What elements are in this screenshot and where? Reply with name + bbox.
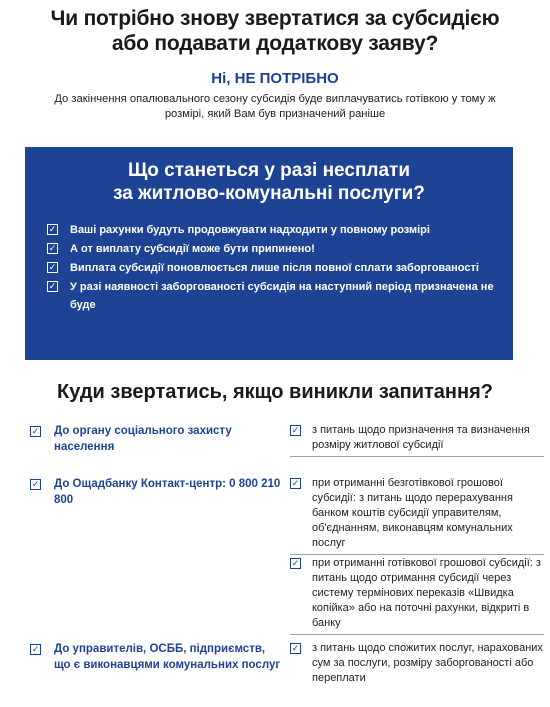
contact-topic-2 — [290, 476, 544, 555]
checkbox-check-icon — [290, 478, 301, 489]
answer-heading — [0, 70, 550, 87]
checkbox-check-icon — [290, 643, 301, 654]
contact-managers-text: До управителів, ОСББ, підприємств, що є виконавцями комунальних послуг — [54, 643, 281, 671]
checkbox-check-icon — [47, 224, 58, 235]
checkbox-check-icon — [30, 479, 41, 490]
contact-topic-3-text: при отриманні готівкової грошової субсидії: з питань щодо отримання субсидії через систему термінових переказів «Швидка копійка» або на поточні рахунки, відкриті в банку — [312, 557, 541, 629]
contact-topic-3 — [290, 556, 544, 635]
checkbox-check-icon — [47, 262, 58, 273]
nonpayment-item — [47, 259, 507, 277]
contact-social-protection — [30, 423, 284, 455]
nonpayment-title-line-1: Що станеться у разі несплати — [127, 160, 411, 181]
nonpayment-item-text: У разі наявності заборгованості субсидія на наступний період призначена не буде — [70, 281, 494, 311]
answer-text — [28, 92, 522, 122]
nonpayment-box — [25, 147, 513, 360]
contacts-title: Куди звертатись, якщо виникли запитання? — [57, 381, 493, 403]
nonpayment-item-text: Ваші рахунки будуть продовжувати надходити у повному розмірі — [70, 224, 430, 236]
contact-topic-2-text: при отриманні безготівкової грошової субсидії: з питань щодо перерахування банком коштів субсидії управителям, об'єднанням, виконавцям комунальних послуг — [312, 477, 513, 549]
contact-topic-1-text: з питань щодо призначення та визначення розміру житлової субсидії — [312, 424, 530, 451]
checkbox-check-icon — [30, 426, 41, 437]
checkbox-check-icon — [47, 281, 58, 292]
nonpayment-list — [47, 221, 507, 315]
title-line-2: або подавати додаткову заяву? — [111, 32, 439, 55]
checkbox-check-icon — [290, 558, 301, 569]
nonpayment-title — [25, 159, 513, 205]
nonpayment-title-line-2: за житлово-комунальні послуги? — [113, 183, 425, 204]
answer-text-line-2: розмірі, який Вам був призначений раніше — [164, 108, 386, 120]
answer-prefix: Ні, — [211, 70, 235, 87]
contact-topic-1 — [290, 423, 544, 457]
nonpayment-item — [47, 221, 507, 239]
nonpayment-item-text: Виплата субсидії поновлюється лише після повної сплати заборгованості — [70, 262, 479, 274]
contact-social-protection-text: До органу соціального захисту населення — [54, 425, 232, 453]
contact-oschadbank-text: До Ощадбанку Контакт-центр: 0 800 210 800 — [54, 478, 281, 506]
contact-topic-4 — [290, 641, 544, 689]
checkbox-check-icon — [30, 644, 41, 655]
page-title — [0, 6, 550, 56]
nonpayment-item — [47, 278, 507, 314]
checkbox-check-icon — [290, 425, 301, 436]
contact-oschadbank — [30, 476, 284, 508]
answer-text-line-1: До закінчення опалювального сезону субсидія буде виплачуватись готівкою у тому ж — [54, 93, 496, 105]
title-line-1: Чи потрібно знову звертатися за субсидією — [50, 7, 500, 30]
contact-managers — [30, 641, 284, 673]
answer-strong: НЕ ПОТРІБНО — [234, 70, 339, 87]
contact-topic-4-text: з питань щодо спожитих послуг, нарахованих сум за послуги, розміру заборгованості або переплати — [312, 642, 543, 684]
checkbox-check-icon — [47, 243, 58, 254]
nonpayment-item — [47, 240, 507, 258]
nonpayment-item-text: А от виплату субсидії може бути припинено! — [70, 243, 315, 255]
